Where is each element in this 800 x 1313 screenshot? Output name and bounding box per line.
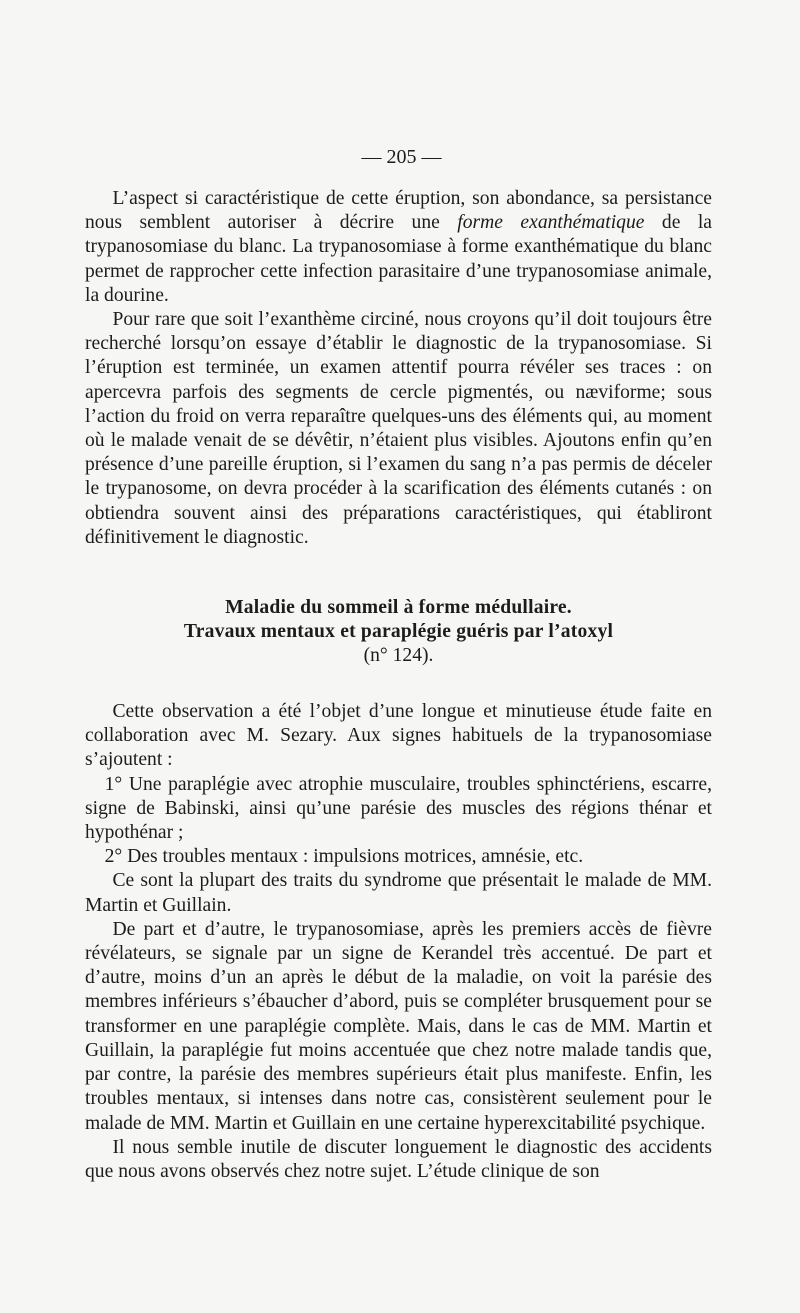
intro-paragraph-2: Pour rare que soit l’exanthème circiné, nous croyons qu’il doit toujours être recherché lorsqu’on essaye d’établir le diagnostic de la trypanosomiase. Si l’éruption est terminée, un examen attentif pourra révéler ses traces : on apercevra parfois des segments de cercle pigmentés, ou næviforme; sous l’action du froid on verra reparaître quelques-uns des éléments qui, au moment où le malade venait de se dévêtir, n’étaient plus visibles. Ajoutons enfin qu’en présence d’une pareille éruption, si l’examen du sang n’a pas permis de déceler le trypanosome, on devra procéder à la scarification des éléments cutanés : on obtiendra souvent ainsi des préparations caractéristiques, qui établiront définitivement le diagnostic. xyxy=(85,309,712,548)
body-paragraph-2: Ce sont la plupart des traits du syndrome que présentait le malade de MM. Martin et Guillain. xyxy=(85,870,712,916)
intro-paragraph-1 xyxy=(85,187,712,308)
section-body xyxy=(85,700,712,1184)
body-list-item-1: 1° Une paraplégie avec atrophie musculaire, troubles sphinctériens, escarre, signe de Babinski, ainsi qu’une parésie des muscles des régions thénar et hypothénar ; xyxy=(85,773,712,844)
body-paragraph-4: Il nous semble inutile de discuter longuement le diagnostic des accidents que nous avons observés chez notre sujet. L’étude clinique de son xyxy=(85,1136,712,1182)
section-heading-case-number: (n° 124). xyxy=(363,645,434,667)
intro-p1-italic: forme exanthématique xyxy=(457,212,645,234)
body-paragraph-1: Cette observation a été l’objet d’une longue et minutieuse étude faite en collaboration avec M. Sezary. Aux signes habituels de la trypanosomiase s’ajoutent : xyxy=(85,701,712,771)
intro-p1-text-a: L’aspect si caractéristique de cette éruption, son abondance, sa persistance nous semblent autoriser à décrire une xyxy=(85,188,712,234)
page-number: — 205 — xyxy=(361,146,442,168)
intro-p1-text-b: de la trypanosomiase du blanc. La trypanosomiase à forme exanthématique du blanc permet de rapprocher cette infection parasitaire d’une trypanosomiase animale, la dourine. xyxy=(85,212,712,306)
section-heading-line-1: Maladie du sommeil à forme médullaire. xyxy=(225,597,572,619)
section-heading xyxy=(85,596,712,668)
body-list-item-2: 2° Des troubles mentaux : impulsions motrices, amnésie, etc. xyxy=(104,846,584,868)
section-heading-line-2: Travaux mentaux et paraplégie guéris par l’atoxyl xyxy=(183,621,614,643)
body-paragraph-3: De part et d’autre, le trypanosomiase, après les premiers accès de fièvre révélateurs, se signale par un signe de Kerandel très accentué. De part et d’autre, moins d’un an après le début de la maladie, on voit la parésie des membres inférieurs s’ébaucher d’abord, puis se compléter brusquement pour se transformer en une paraplégie complète. Mais, dans le cas de MM. Martin et Guillain, la paraplégie fut moins accentuée que chez notre malade tandis que, par contre, la parésie des membres supérieurs était plus manifeste. Enfin, les troubles mentaux, si intenses dans notre cas, consistèrent seulement pour le malade de MM. Martin et Guillain en une certaine hyperexcitabilité psychique. xyxy=(85,918,712,1134)
